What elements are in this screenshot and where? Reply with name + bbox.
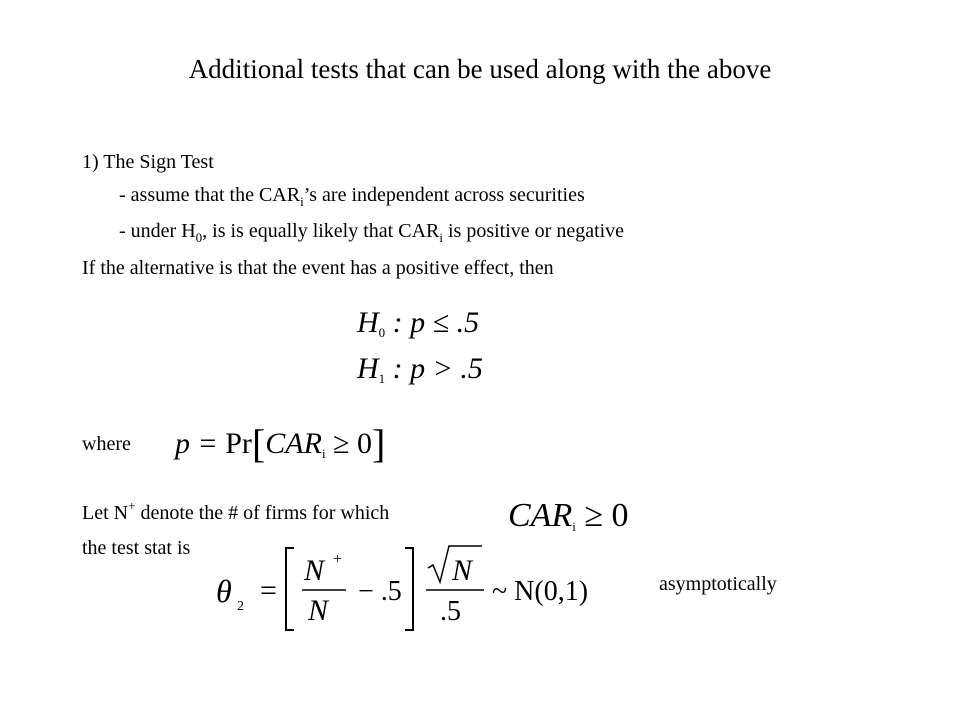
- let-prefix: Let N: [82, 502, 129, 524]
- bullet-independence: [119, 184, 585, 207]
- h1-relation: : p > .5: [392, 352, 483, 385]
- car-cond-sub: i: [572, 519, 576, 534]
- bullet-independence-suffix: ’s are independent across securities: [303, 184, 585, 206]
- car-condition-equation: [508, 497, 629, 535]
- bullet-null-prefix: - under H: [119, 220, 196, 242]
- bullet-null-middle: , is is equally likely that CAR: [202, 220, 440, 242]
- p-def-lhs: p =: [175, 427, 218, 460]
- p-def-pr: Pr: [225, 427, 252, 460]
- asymptotically-label: asymptotically: [659, 573, 777, 595]
- bullet-null-sub2: i: [439, 230, 443, 245]
- minus-half: − .5: [358, 576, 402, 607]
- bullet-independence-sub: i: [300, 194, 304, 209]
- alternative-statement: If the alternative is that the event has a positive effect, then: [82, 257, 554, 279]
- bullet-null-suffix: is positive or negative: [442, 220, 625, 242]
- h1-equation: [357, 352, 483, 386]
- where-label: where: [82, 433, 131, 455]
- p-def-left-bracket: [: [251, 421, 266, 466]
- frac1-numerator: N: [304, 554, 325, 587]
- p-def-relation: ≥ 0: [333, 427, 373, 460]
- bullet-independence-prefix: - assume that the CAR: [119, 184, 301, 206]
- test-stat-text: the test stat is: [82, 537, 191, 559]
- frac1-numerator-sup: +: [333, 551, 343, 568]
- car-cond-relation: ≥ 0: [584, 497, 629, 534]
- car-cond-car: CAR: [508, 497, 573, 534]
- theta-equals: =: [260, 574, 277, 607]
- let-sup: +: [128, 498, 136, 513]
- h1-lhs: H: [357, 352, 379, 385]
- h0-equation: [357, 306, 479, 340]
- p-def-car: CAR: [265, 427, 322, 460]
- bullet-null-sub1: 0: [195, 230, 203, 245]
- h0-sub: 0: [378, 325, 386, 340]
- h0-lhs: H: [357, 306, 379, 339]
- right-bracket: [405, 548, 413, 630]
- left-bracket: [286, 548, 294, 630]
- slide-title: Additional tests that can be used along with the above: [188, 54, 772, 84]
- let-n-plus-text: [82, 498, 390, 525]
- frac1-denominator: N: [308, 594, 329, 627]
- p-def-sub: i: [321, 446, 326, 461]
- h0-relation: : p ≤ .5: [392, 306, 480, 339]
- sign-test-heading: 1) The Sign Test: [82, 151, 214, 173]
- p-definition-equation: [175, 420, 385, 467]
- theta-sub: 2: [237, 599, 244, 614]
- frac2-denominator: .5: [440, 596, 461, 627]
- h1-sub: 1: [378, 371, 386, 386]
- frac2-numerator: N: [452, 554, 473, 587]
- theta-formula: [200, 540, 640, 640]
- let-suffix: denote the # of firms for which: [135, 502, 390, 524]
- distribution: ~ N(0,1): [492, 576, 589, 607]
- bullet-null-hypothesis: [119, 220, 624, 243]
- p-def-right-bracket: ]: [372, 421, 386, 466]
- theta-symbol: θ: [216, 573, 232, 609]
